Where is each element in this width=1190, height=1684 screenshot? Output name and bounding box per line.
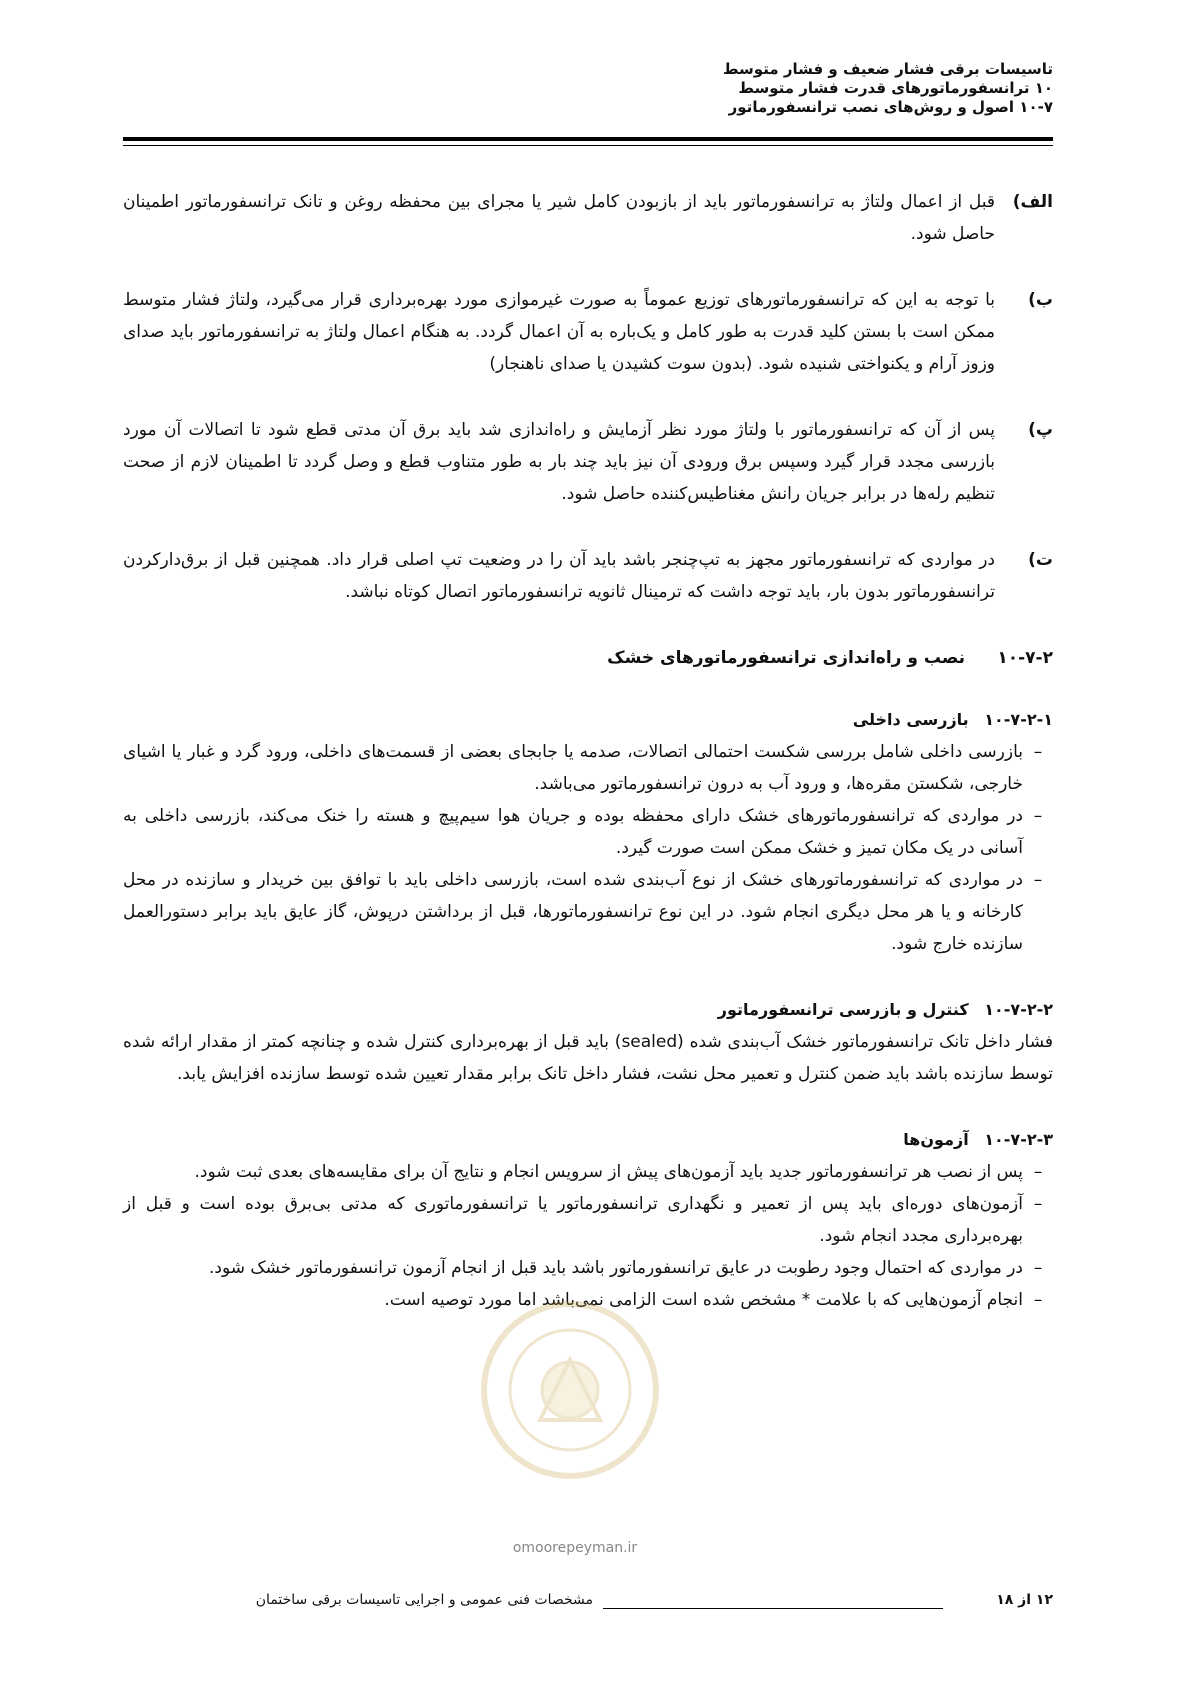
watermark-logo [470,1290,670,1490]
dash-bullet: – [1033,1162,1043,1182]
subsection-title: بازرسی داخلی [852,710,969,729]
watermark-site: omoorepeyman.ir [512,1540,638,1556]
page-number: ۱۲ از ۱۸ [996,1592,1053,1608]
item-label: ت) [1028,550,1053,570]
list-item [123,414,1053,510]
subsection-title: کنترل و بازرسی ترانسفورماتور [717,1000,969,1019]
header-line-2: ۱۰ ترانسفورماتورهای قدرت فشار متوسط [738,79,1053,97]
bullet-text: در مواردی که ترانسفورماتورهای خشک دارای محفظه بوده و جریان هوا سیم‌پیچ و هسته را خنک می‌کند، بازرسی داخلی به آسانی در یک مکان تمیز و خشک ممکن است صورت گیرد. [123,806,1023,858]
bullet-text: در مواردی که ترانسفورماتورهای خشک از نوع آب‌بندی شده است، بازرسی داخلی باید با توافق بین خریدار و سازنده در محل کارخانه و یا هر محل دیگری انجام شود. در این نوع ترانسفورماتورها، قبل از برداشتن درپوش، گاز عایق باید برابر دستورالعمل سازنده خارج شود. [123,870,1023,954]
header-rule-thin [123,145,1053,146]
subsection-number: ۱۰-۷-۲-۲ [984,1000,1053,1019]
dash-bullet: – [1033,870,1043,890]
list-item [123,544,1053,608]
list-item [123,736,1053,800]
bullet-text: در مواردی که احتمال وجود رطوبت در عایق ترانسفورماتور باشد باید قبل از انجام آزمون ترانسفورماتور خشک شود. [209,1258,1023,1278]
section-number: ۱۰-۷-۲ [997,648,1053,668]
bullet-text: بازرسی داخلی شامل بررسی شکست احتمالی اتصالات، صدمه یا جابجای بعضی از قسمت‌های داخلی، ورود گرد و غبار یا اشیای خارجی، شکستن مقره‌ها، و ورود آب به درون ترانسفورماتور می‌باشد. [123,742,1023,794]
dash-bullet: – [1033,1258,1043,1278]
bullet-list [123,736,1053,960]
list-item [123,1156,1053,1188]
dash-bullet: – [1033,1194,1043,1214]
item-label: الف) [1012,192,1053,212]
list-item [123,1188,1053,1252]
footer-rule [603,1608,943,1609]
item-text: قبل از اعمال ولتاژ به ترانسفورماتور باید از بازبودن کامل شیر یا مجرای بین محفظه روغن و تانک ترانسفورماتور اطمینان حاصل شود. [123,192,995,244]
list-item [123,800,1053,864]
paragraph: فشار داخل تانک ترانسفورماتور خشک آب‌بندی شده (sealed) باید قبل از بهره‌برداری کنترل شده و چنانچه کمتر از مقدار ارائه شده توسط سازنده باشد باید ضمن کنترل و تعمیر محل نشت، فشار داخل تانک برابر مقدار تعیین شده توسط سازنده افزایش یابد. [123,1032,1054,1084]
item-label: ب) [1028,290,1053,310]
list-item [123,284,1053,380]
dash-bullet: – [1033,1290,1043,1310]
page-content [123,186,1053,1316]
item-label: پ) [1028,420,1053,440]
dash-bullet: – [1033,742,1043,762]
list-item [123,186,1053,250]
section-title: نصب و راه‌اندازی ترانسفورماتورهای خشک [607,648,965,668]
subsection-heading [123,1124,1053,1156]
bullet-text: انجام آزمون‌هایی که با علامت * مشخص شده است الزامی نمی‌باشد اما مورد توصیه است. [384,1290,1023,1310]
item-text: در مواردی که ترانسفورماتور مجهز به تپ‌چنجر باشد باید آن را در وضعیت تپ اصلی قرار داد. همچنین قبل از برق‌دارکردن ترانسفورماتور بدون بار، باید توجه داشت که ترمینال ثانویه ترانسفورماتور اتصال کوتاه نباشد. [123,550,995,602]
subsection-title: آزمون‌ها [903,1130,969,1149]
page-header [123,60,1053,117]
bullet-text: آزمون‌های دوره‌ای باید پس از تعمیر و نگهداری ترانسفورماتور یا ترانسفورماتوری که مدتی بی‌برق بوده است و قبل از بهره‌برداری مجدد انجام شود. [123,1194,1023,1246]
section-heading [123,642,1053,674]
subsection-heading [123,994,1053,1026]
subsection-number: ۱۰-۷-۲-۳ [984,1130,1053,1149]
item-text: با توجه به این که ترانسفورماتورهای توزیع عموماً به صورت غیرموازی مورد بهره‌برداری قرار می‌گیرد، ولتاژ فشار متوسط ممکن است با بستن کلید قدرت به طور کامل و یک‌باره به آن اعمال گردد. به هنگام اعمال ولتاژ به ترانسفورماتور باید صدای وزوز آرام و یکنواختی شنیده شود. (بدون سوت کشیدن یا صدای ناهنجار) [123,290,995,374]
subsection-number: ۱۰-۷-۲-۱ [984,710,1053,729]
header-line-1: تاسیسات برقی فشار ضعیف و فشار متوسط [722,60,1053,78]
list-item [123,1252,1053,1284]
dash-bullet: – [1033,806,1043,826]
footer-title: مشخصات فنی عمومی و اجرایی تاسیسات برقی ساختمان [255,1592,593,1608]
subsection-heading [123,704,1053,736]
list-item [123,864,1053,960]
header-rule-thick [123,137,1053,141]
bullet-text: پس از نصب هر ترانسفورماتور جدید باید آزمون‌های پیش از سرویس انجام و نتایج آن برای مقایسه‌های بعدی ثبت شود. [194,1162,1023,1182]
item-text: پس از آن که ترانسفورماتور با ولتاژ مورد نظر آزمایش و راه‌اندازی شد باید برق آن مدتی قطع شود تا اتصالات آن مورد بازرسی مجدد قرار گیرد وسپس برق ورودی آن نیز باید چند بار به طور متناوب قطع و وصل گردد تا اطمینان لازم از صحت تنظیم رله‌ها در برابر جریان رانش مغناطیس‌کننده حاصل شود. [123,420,995,504]
header-line-3: ۱۰-۷ اصول و روش‌های نصب ترانسفورماتور [728,98,1053,116]
